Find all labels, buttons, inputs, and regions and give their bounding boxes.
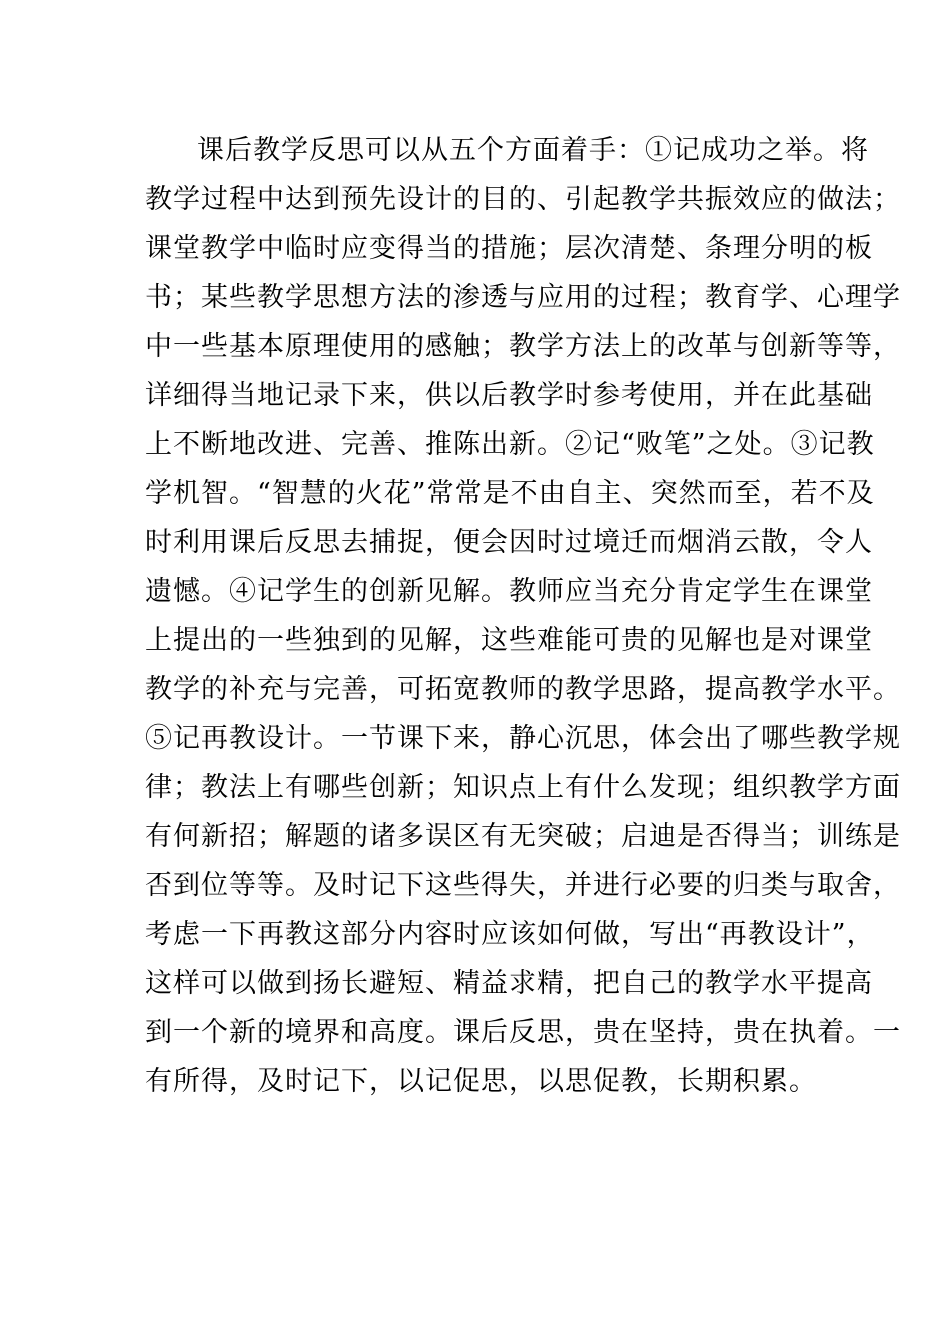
- paragraph-line: 到一个新的境界和高度。课后反思，贵在坚持，贵在执着。一: [145, 1017, 901, 1048]
- paragraph-line: 书；某些教学思想方法的渗透与应用的过程；教育学、心理学: [145, 282, 901, 313]
- paragraph-line: 遗憾。④记学生的创新见解。教师应当充分肯定学生在课堂: [145, 576, 873, 607]
- paragraph-line: 教学过程中达到预先设计的目的、引起教学共振效应的做法；: [145, 184, 901, 215]
- paragraph-line: 课后教学反思可以从五个方面着手：①记成功之举。将: [197, 135, 869, 166]
- paragraph-line: 上不断地改进、完善、推陈出新。②记“败笔”之处。③记教: [145, 429, 875, 460]
- paragraph-line: 详细得当地记录下来，供以后教学时参考使用，并在此基础: [145, 380, 873, 411]
- paragraph-line: 中一些基本原理使用的感触；教学方法上的改革与创新等等，: [145, 331, 901, 362]
- paragraph-line: 律；教法上有哪些创新；知识点上有什么发现；组织教学方面: [145, 772, 901, 803]
- paragraph-line: 上提出的一些独到的见解，这些难能可贵的见解也是对课堂: [145, 625, 873, 656]
- paragraph-line: ⑤记再教设计。一节课下来，静心沉思，体会出了哪些教学规: [145, 723, 901, 754]
- paragraph-line: 学机智。“智慧的火花”常常是不由自主、突然而至，若不及: [145, 478, 875, 509]
- paragraph-line: 时利用课后反思去捕捉，便会因时过境迁而烟消云散，令人: [145, 527, 873, 558]
- paragraph-line: 否到位等等。及时记下这些得失，并进行必要的归类与取舍，: [145, 870, 901, 901]
- paragraph-line: 课堂教学中临时应变得当的措施；层次清楚、条理分明的板: [145, 233, 873, 264]
- paragraph-line: 有所得，及时记下，以记促思，以思促教，长期积累。: [145, 1066, 817, 1097]
- paragraph-line: 有何新招；解题的诸多误区有无突破；启迪是否得当；训练是: [145, 821, 901, 852]
- paragraph-line: 考虑一下再教这部分内容时应该如何做，写出“再教设计”，: [145, 919, 875, 950]
- paragraph: [145, 126, 901, 1106]
- paragraph-line: 教学的补充与完善，可拓宽教师的教学思路，提高教学水平。: [145, 674, 901, 705]
- paragraph-line: 这样可以做到扬长避短、精益求精，把自己的教学水平提高: [145, 968, 873, 999]
